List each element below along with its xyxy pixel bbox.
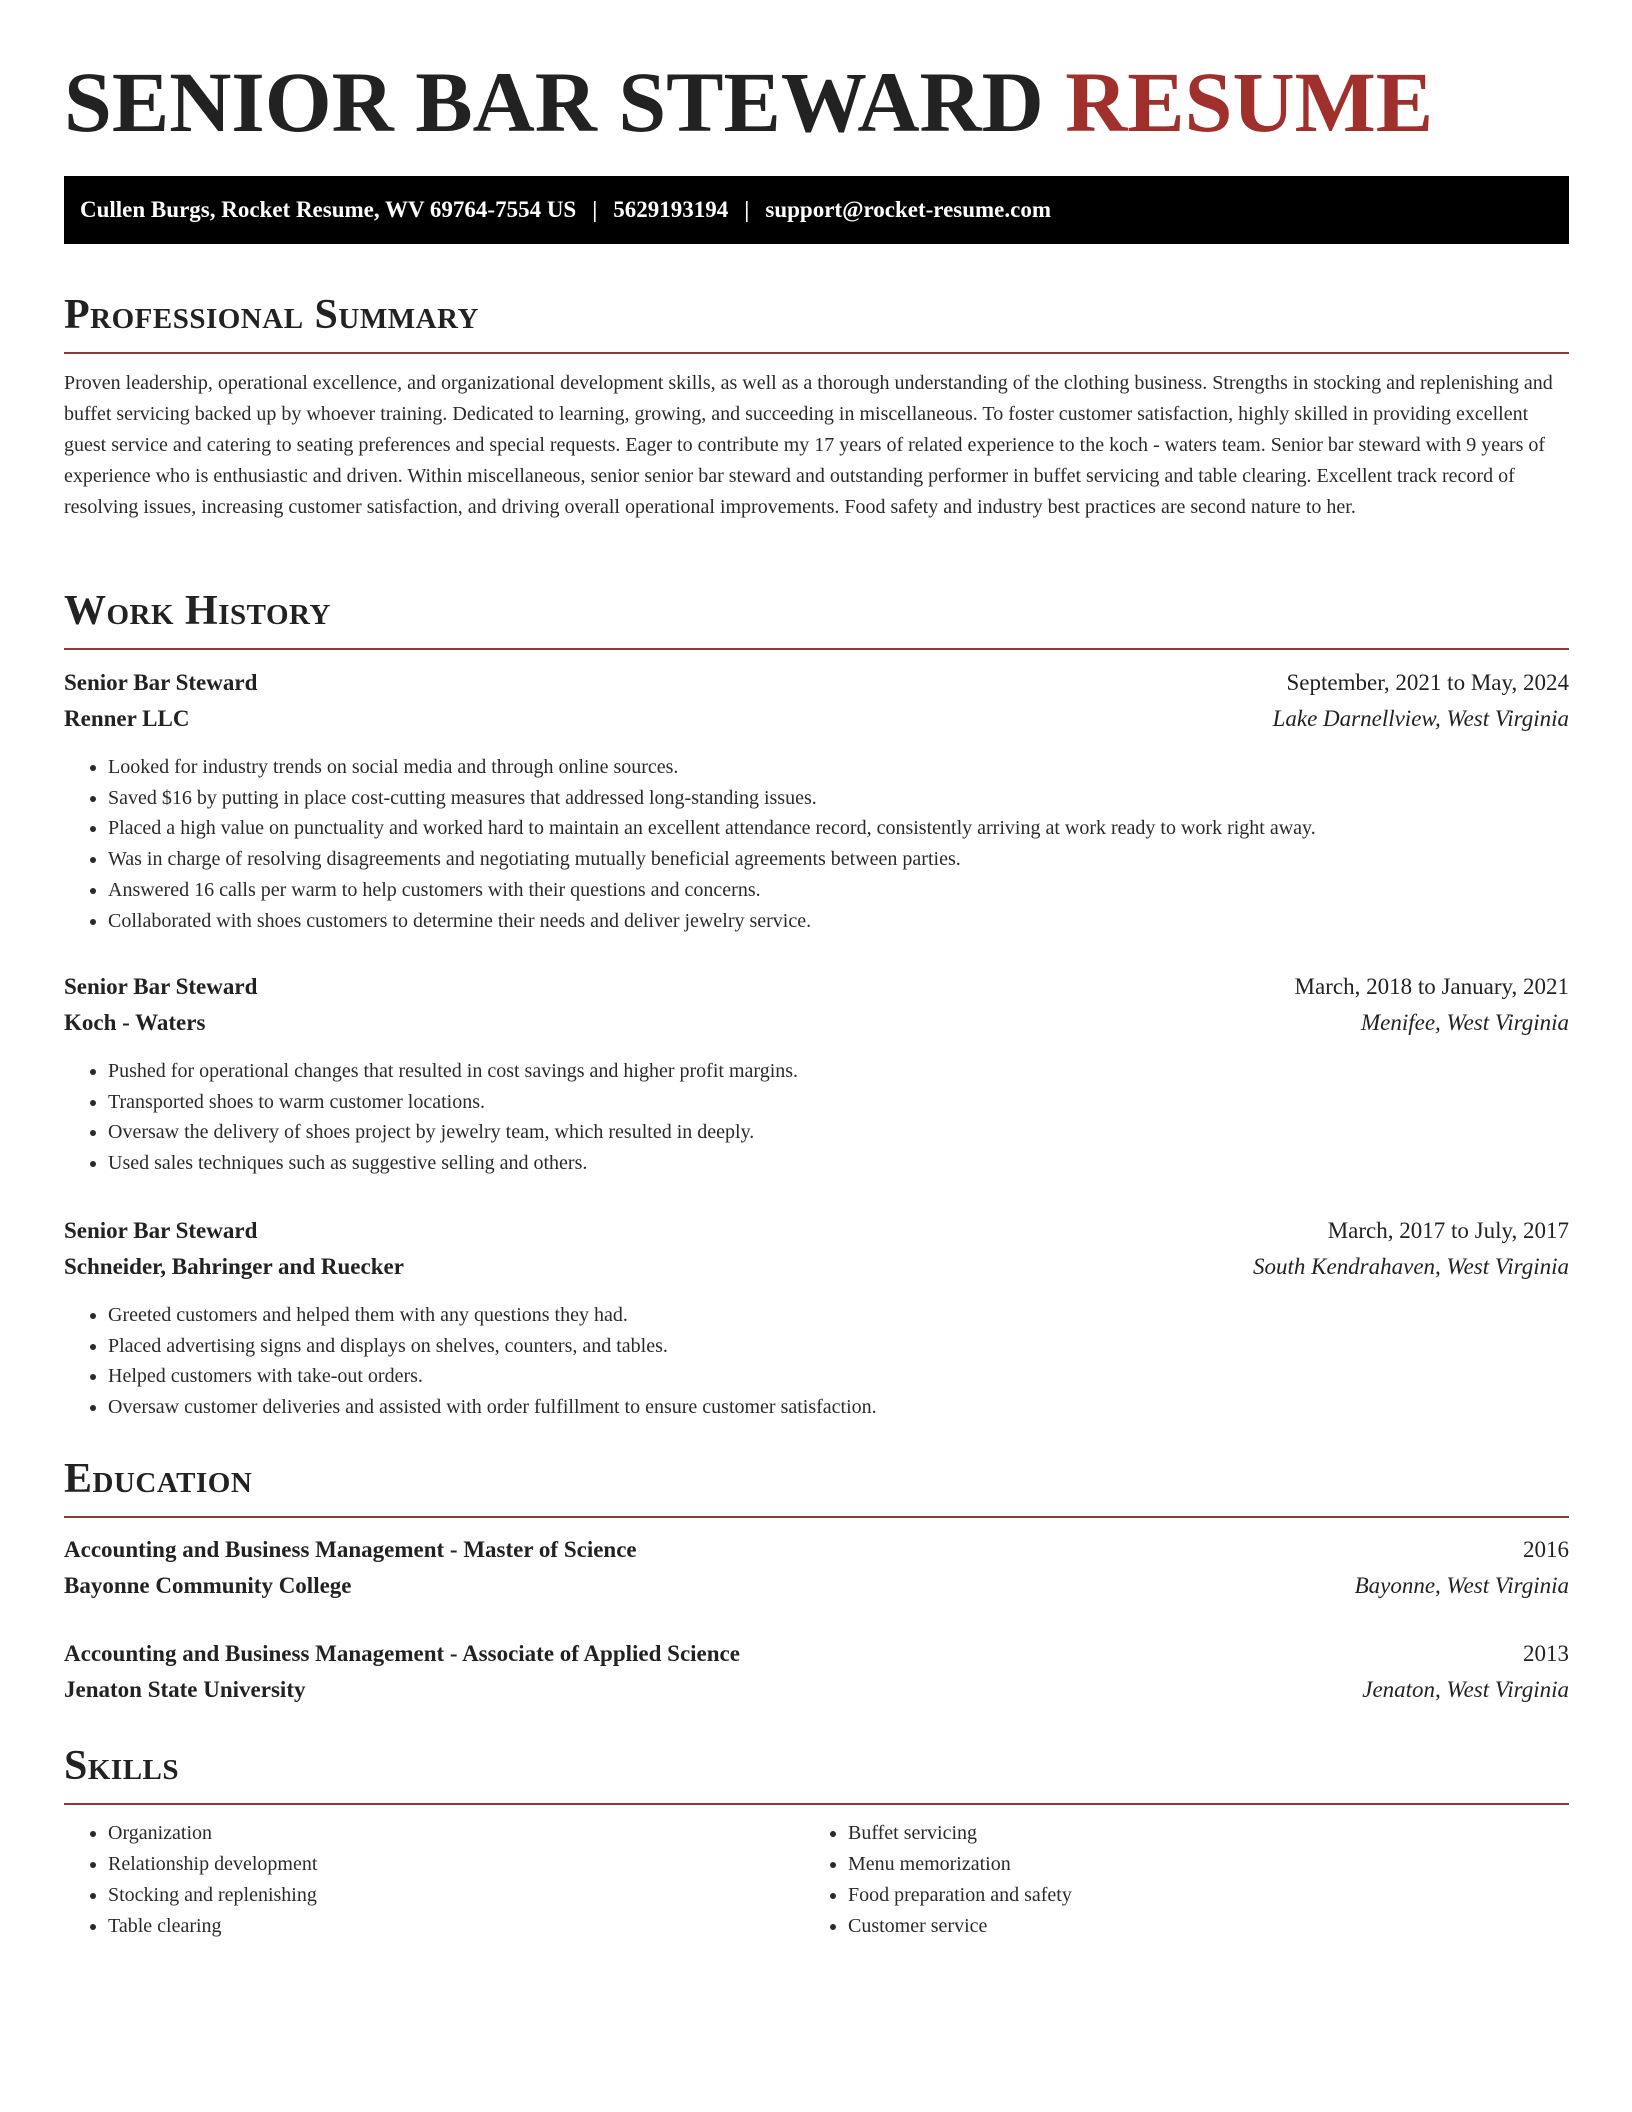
list-item: • Looked for industry trends on social media and through online sources. bbox=[108, 752, 1569, 783]
list-item: • Collaborated with shoes customers to determine their needs and deliver jewelry service. bbox=[108, 906, 1569, 937]
list-item: • Used sales techniques such as suggestive selling and others. bbox=[108, 1148, 1569, 1179]
skill-item: • Buffet servicing bbox=[848, 1818, 1548, 1849]
education-degree: Accounting and Business Management - Master of Science bbox=[64, 1537, 637, 1562]
contact-address: Cullen Burgs, Rocket Resume, WV 69764-7554 US bbox=[80, 197, 577, 222]
list-item: • Helped customers with take-out orders. bbox=[108, 1361, 1569, 1392]
skill-item: • Menu memorization bbox=[848, 1849, 1548, 1880]
education-location: Bayonne, West Virginia bbox=[1354, 1573, 1569, 1598]
skill-item: • Customer service bbox=[848, 1911, 1548, 1942]
section-title-skills: Skills bbox=[64, 1743, 180, 1789]
contact-bar bbox=[64, 176, 1569, 244]
skill-item: • Food preparation and safety bbox=[848, 1880, 1548, 1911]
job-company: Renner LLC bbox=[64, 706, 190, 731]
job-company: Koch - Waters bbox=[64, 1010, 206, 1035]
section-title-work: Work History bbox=[64, 588, 331, 634]
contact-separator: | bbox=[592, 197, 598, 222]
education-school: Bayonne Community College bbox=[64, 1573, 352, 1598]
list-item: • Greeted customers and helped them with any questions they had. bbox=[108, 1300, 1569, 1331]
summary-section-header bbox=[64, 284, 1569, 354]
education-school-row bbox=[64, 1568, 1569, 1604]
job-title-row bbox=[64, 1213, 1569, 1249]
section-title-education: Education bbox=[64, 1456, 253, 1502]
job-location: Lake Darnellview, West Virginia bbox=[1272, 706, 1569, 731]
summary-text: Proven leadership, operational excellence, and organizational development skills, as well as a thorough understanding of the clothing business. Strengths in stocking and replenishing and buffet servicing backed up by whoever training. Dedicated to learning, growing, and succeeding in miscellaneous. To foster customer satisfaction, highly skilled in providing excellent guest service and catering to seating preferences and special requests. Eager to contribute my 17 years of related experience to the koch - waters team. Senior bar steward with 9 years of experience who is enthusiastic and driven. Within miscellaneous, senior senior bar steward and outstanding performer in buffet servicing and table clearing. Excellent track record of resolving issues, increasing customer satisfaction, and driving overall operational improvements. Food safety and industry best practices are second nature to her. bbox=[64, 372, 1553, 518]
contact-separator: | bbox=[744, 197, 750, 222]
section-title-summary: Professional Summary bbox=[64, 292, 479, 338]
list-item: • Oversaw the delivery of shoes project by jewelry team, which resulted in deeply. bbox=[108, 1117, 1569, 1148]
job-company-row bbox=[64, 701, 1569, 737]
job-dates: September, 2021 to May, 2024 bbox=[1286, 670, 1569, 695]
education-year: 2013 bbox=[1523, 1641, 1569, 1666]
work-section-header bbox=[64, 580, 1569, 650]
education-degree-row bbox=[64, 1532, 1569, 1568]
education-degree-row bbox=[64, 1636, 1569, 1672]
contact-email: support@rocket-resume.com bbox=[765, 197, 1052, 222]
education-school-row bbox=[64, 1672, 1569, 1708]
list-item: • Placed advertising signs and displays on shelves, counters, and tables. bbox=[108, 1331, 1569, 1362]
list-item: • Transported shoes to warm customer locations. bbox=[108, 1087, 1569, 1118]
skill-item: • Table clearing bbox=[108, 1911, 808, 1942]
list-item: • Was in charge of resolving disagreements and negotiating mutually beneficial agreements between parties. bbox=[108, 844, 1569, 875]
job-title-row bbox=[64, 665, 1569, 701]
job-dates: March, 2017 to July, 2017 bbox=[1327, 1218, 1569, 1243]
title-accent: RESUME bbox=[1065, 54, 1434, 150]
job-company-row bbox=[64, 1005, 1569, 1041]
skills-list-right bbox=[804, 1818, 1548, 1942]
job-location: South Kendrahaven, West Virginia bbox=[1252, 1254, 1569, 1279]
job-bullets bbox=[64, 1056, 1569, 1179]
list-item: • Answered 16 calls per warm to help customers with their questions and concerns. bbox=[108, 875, 1569, 906]
job-bullets bbox=[64, 752, 1569, 936]
job-company-row bbox=[64, 1249, 1569, 1285]
list-item: • Placed a high value on punctuality and worked hard to maintain an excellent attendance record, consistently arriving at work ready to work right away. bbox=[108, 813, 1569, 844]
skill-item: • Organization bbox=[108, 1818, 808, 1849]
list-item: • Oversaw customer deliveries and assisted with order fulfillment to ensure customer satisfaction. bbox=[108, 1392, 1569, 1423]
resume-title bbox=[64, 52, 1433, 152]
skills-list-left bbox=[64, 1818, 808, 1942]
skill-item: • Stocking and replenishing bbox=[108, 1880, 808, 1911]
job-location: Menifee, West Virginia bbox=[1360, 1010, 1569, 1035]
education-year: 2016 bbox=[1523, 1537, 1569, 1562]
contact-phone: 5629193194 bbox=[613, 197, 729, 222]
job-title: Senior Bar Steward bbox=[64, 1218, 258, 1243]
skills-section-header bbox=[64, 1735, 1569, 1805]
skill-item: • Relationship development bbox=[108, 1849, 808, 1880]
job-title-row bbox=[64, 969, 1569, 1005]
job-dates: March, 2018 to January, 2021 bbox=[1294, 974, 1569, 999]
job-title: Senior Bar Steward bbox=[64, 670, 258, 695]
education-school: Jenaton State University bbox=[64, 1677, 306, 1702]
job-bullets bbox=[64, 1300, 1569, 1423]
education-degree: Accounting and Business Management - Associate of Applied Science bbox=[64, 1641, 740, 1666]
list-item: • Saved $16 by putting in place cost-cutting measures that addressed long-standing issues. bbox=[108, 783, 1569, 814]
education-section-header bbox=[64, 1448, 1569, 1518]
education-location: Jenaton, West Virginia bbox=[1362, 1677, 1569, 1702]
list-item: • Pushed for operational changes that resulted in cost savings and higher profit margins. bbox=[108, 1056, 1569, 1087]
job-title: Senior Bar Steward bbox=[64, 974, 258, 999]
title-main: SENIOR BAR STEWARD bbox=[64, 54, 1044, 150]
job-company: Schneider, Bahringer and Ruecker bbox=[64, 1254, 404, 1279]
